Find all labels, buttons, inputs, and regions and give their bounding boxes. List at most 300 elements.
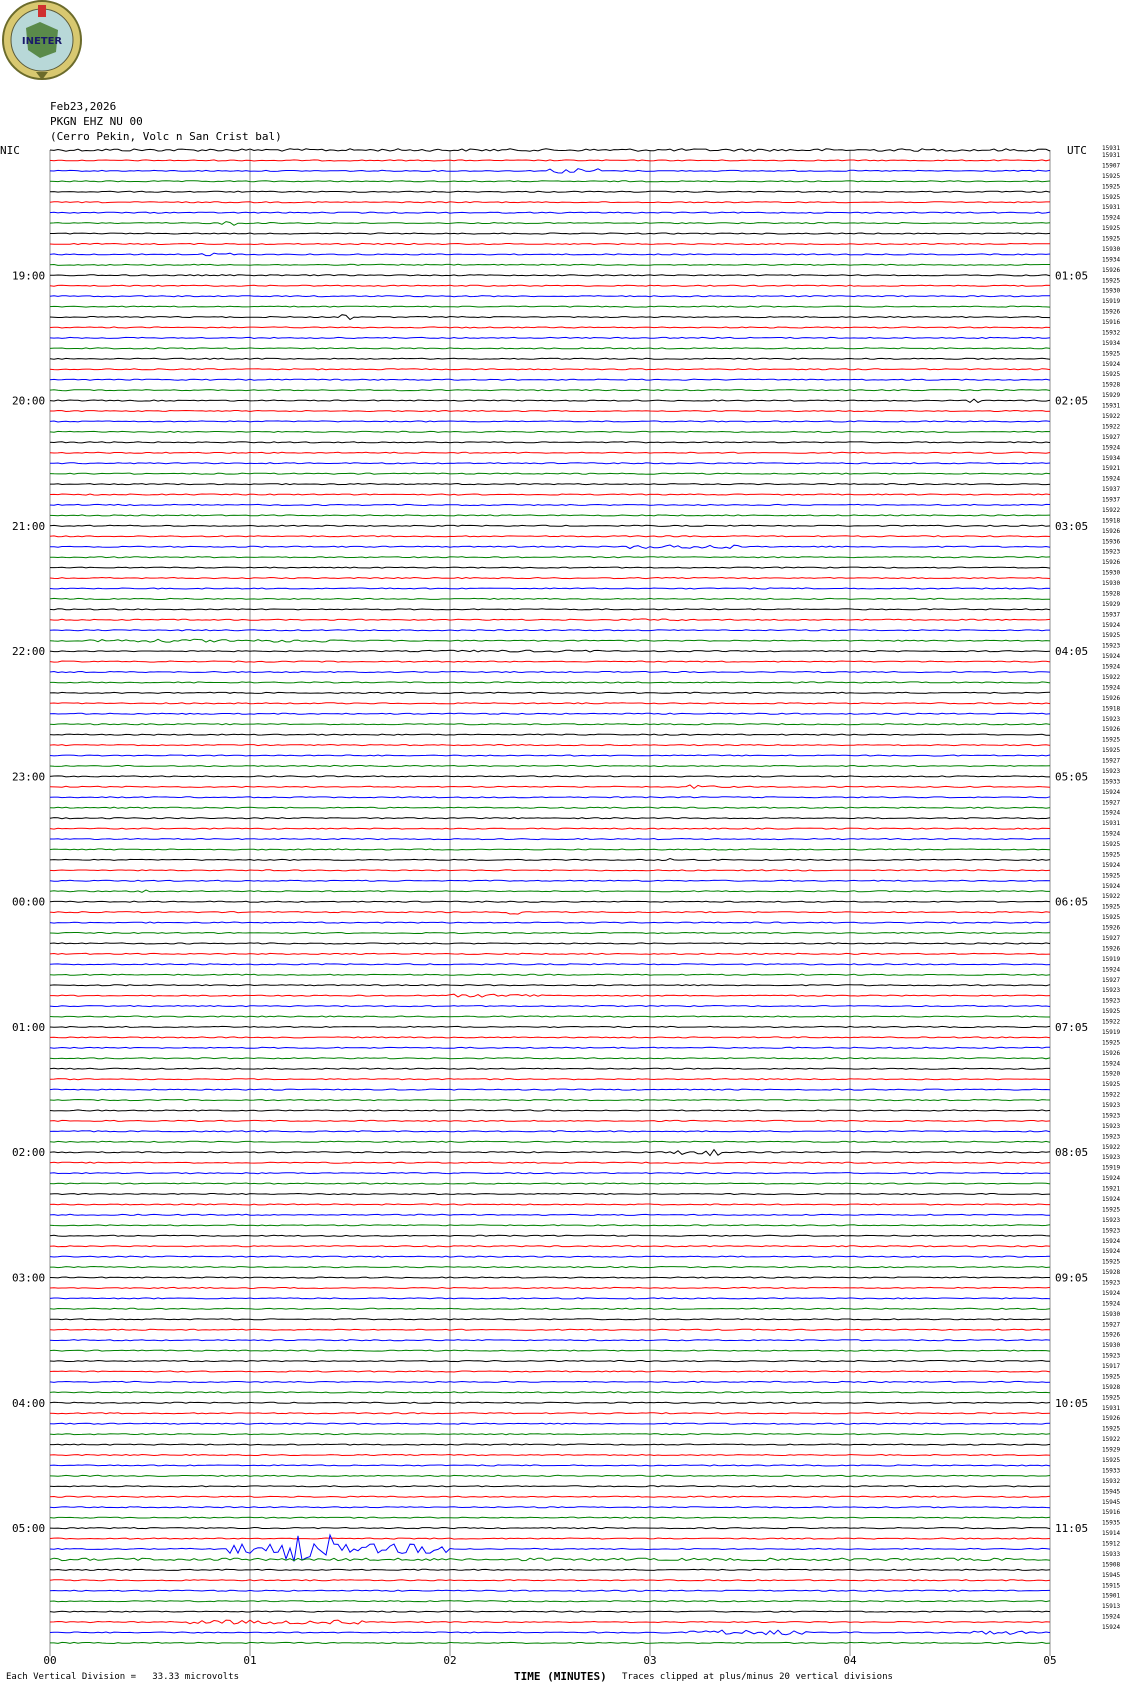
seismic-trace <box>50 692 1050 693</box>
seismic-trace <box>50 1475 1050 1476</box>
seismic-trace <box>50 545 1050 549</box>
seismic-trace <box>50 1194 1050 1195</box>
seismic-trace <box>50 431 1050 432</box>
seismic-trace <box>50 839 1050 840</box>
seismic-trace <box>50 1444 1050 1445</box>
trace-count-label: 15919 <box>1102 1029 1121 1036</box>
right-hour-label: 01:05 <box>1055 269 1089 283</box>
trace-count-label: 15925 <box>1102 1457 1121 1464</box>
trace-count-label: 15925 <box>1102 872 1121 880</box>
seismic-trace <box>50 1507 1050 1508</box>
seismic-trace <box>50 233 1050 234</box>
trace-count-label: 15924 <box>1102 621 1121 629</box>
seismic-trace <box>50 536 1050 537</box>
seismic-trace <box>50 1308 1050 1309</box>
trace-count-label: 15924 <box>1102 475 1121 483</box>
trace-count-label: 15914 <box>1102 1530 1121 1538</box>
trace-count-label: 15925 <box>1102 1081 1121 1089</box>
seismic-trace <box>50 672 1050 673</box>
trace-count-label: 15923 <box>1102 1154 1121 1162</box>
seismic-trace <box>50 202 1050 203</box>
seismic-trace <box>50 1465 1050 1466</box>
seismic-trace <box>50 682 1050 683</box>
trace-count-label: 15924 <box>1102 360 1121 368</box>
right-hour-label: 03:05 <box>1055 519 1089 533</box>
left-hour-label: 23:00 <box>12 770 46 784</box>
seismic-trace <box>50 1455 1050 1456</box>
trace-count-label: 15925 <box>1102 235 1121 243</box>
seismic-trace <box>50 1601 1050 1602</box>
seismic-trace <box>50 994 1050 997</box>
trace-count-label: 15908 <box>1102 1561 1121 1569</box>
seismic-trace <box>50 306 1050 307</box>
trace-count-label: 15923 <box>1102 548 1121 556</box>
trace-count-label: 15924 <box>1102 1613 1121 1621</box>
seismic-trace <box>50 1131 1050 1132</box>
trace-count-label: 15925 <box>1102 1206 1121 1214</box>
trace-count-label: 15929 <box>1102 1446 1121 1454</box>
seismic-trace <box>50 1517 1050 1518</box>
trace-count-label: 15923 <box>1102 1279 1121 1287</box>
seismic-trace <box>50 1611 1050 1612</box>
seismic-trace <box>50 1006 1050 1007</box>
seismic-trace <box>50 1371 1050 1372</box>
trace-count-label: 15921 <box>1102 1185 1121 1193</box>
seismic-trace <box>50 1413 1050 1414</box>
trace-count-label: 15916 <box>1102 1509 1121 1517</box>
trace-count-label: 15927 <box>1102 799 1121 807</box>
seismic-trace <box>50 253 1050 256</box>
seismic-trace <box>50 953 1050 954</box>
trace-count-label: 15924 <box>1102 1237 1121 1245</box>
seismic-trace <box>50 734 1050 735</box>
seismic-trace <box>50 1569 1050 1570</box>
seismic-trace <box>50 1298 1050 1299</box>
station-code: PKGN EHZ NU 00 <box>50 115 143 128</box>
x-tick-label: 05 <box>1043 1654 1057 1667</box>
seismic-trace <box>50 557 1050 558</box>
x-tick-label: 01 <box>243 1654 257 1667</box>
seismic-trace <box>50 369 1050 370</box>
trace-count-label: 15928 <box>1102 381 1121 389</box>
trace-count-label: 15921 <box>1102 465 1121 473</box>
trace-count-label: 15924 <box>1102 830 1121 838</box>
seismic-trace <box>50 463 1050 464</box>
seismic-trace <box>50 494 1050 495</box>
trace-count-label: 15918 <box>1102 517 1121 525</box>
trace-count-label: 15937 <box>1102 611 1121 619</box>
trace-count-label: 15927 <box>1102 976 1121 984</box>
trace-count-label: 15925 <box>1102 1394 1121 1402</box>
seismic-trace <box>50 713 1050 714</box>
seismic-trace <box>50 785 1050 788</box>
seismic-trace <box>50 442 1050 443</box>
trace-count-label: 15928 <box>1102 590 1121 598</box>
seismic-trace <box>50 912 1050 915</box>
seismic-trace <box>50 1183 1050 1184</box>
seismic-trace <box>50 337 1050 338</box>
trace-count-label: 15923 <box>1102 987 1121 995</box>
trace-count-label: 15929 <box>1102 392 1121 400</box>
seismic-trace <box>50 1434 1050 1435</box>
footer-clip-note: Traces clipped at plus/minus 20 vertical divisions <box>622 1672 893 1682</box>
right-hour-label: 02:05 <box>1055 394 1089 408</box>
left-hour-label: 00:00 <box>12 895 46 909</box>
seismic-trace <box>50 222 1050 226</box>
seismic-trace <box>50 567 1050 568</box>
time-gridlines <box>50 150 1050 1656</box>
trace-count-label: 15912 <box>1102 1540 1121 1548</box>
seismic-trace <box>50 797 1050 798</box>
trace-count-label: 15925 <box>1102 172 1121 180</box>
trace-count-label: 15926 <box>1102 527 1121 535</box>
trace-count-label: 15929 <box>1102 600 1121 608</box>
seismic-trace <box>50 598 1050 599</box>
left-hour-label: 04:00 <box>12 1396 46 1410</box>
seismic-trace <box>50 399 1050 402</box>
trace-count-label: 15925 <box>1102 736 1121 744</box>
seismic-trace <box>50 296 1050 297</box>
trace-count-label: 15927 <box>1102 757 1121 765</box>
seismic-trace <box>50 1528 1050 1529</box>
trace-count-label: 15926 <box>1102 559 1121 567</box>
logo-text: INETER <box>21 36 63 47</box>
seismic-trace <box>50 1580 1050 1581</box>
seismic-trace <box>50 1361 1050 1362</box>
seismic-trace <box>50 901 1050 902</box>
trace-count-label: 15928 <box>1102 1383 1121 1391</box>
left-hour-label: 21:00 <box>12 519 46 533</box>
seismic-trace <box>50 943 1050 944</box>
trace-count-label: 15927 <box>1102 433 1121 441</box>
left-hour-label: 01:00 <box>12 1021 46 1034</box>
trace-count-label: 15922 <box>1102 1143 1121 1151</box>
seismic-trace <box>50 765 1050 766</box>
seismic-trace <box>50 181 1050 182</box>
seismic-trace <box>50 1630 1050 1635</box>
trace-count-label: 15925 <box>1102 1008 1121 1016</box>
trace-count-label: 15926 <box>1102 1331 1121 1339</box>
trace-count-label: 15934 <box>1102 454 1121 462</box>
record-date: Feb23,2026 <box>50 100 117 113</box>
seismic-trace <box>50 285 1050 286</box>
trace-count-label: 15925 <box>1102 183 1121 191</box>
trace-count-label: 15923 <box>1102 1352 1121 1360</box>
seismic-trace <box>50 1350 1050 1351</box>
seismic-trace <box>50 619 1050 621</box>
seismic-trace <box>50 578 1050 579</box>
seismic-trace <box>50 1089 1050 1090</box>
seismic-trace <box>50 515 1050 516</box>
seismic-trace <box>50 870 1050 871</box>
seismic-trace <box>50 473 1050 474</box>
trace-count-label: 15930 <box>1102 580 1121 587</box>
seismic-trace <box>50 1026 1050 1027</box>
trace-count-label: 15924 <box>1102 882 1121 890</box>
trace-count-label: 15923 <box>1102 715 1121 723</box>
first-trace-label: 15931 <box>1102 145 1121 152</box>
seismic-trace <box>50 1100 1050 1101</box>
seismic-trace <box>50 264 1050 265</box>
seismic-trace <box>50 1329 1050 1330</box>
seismic-trace <box>50 1423 1050 1424</box>
seismic-trace <box>50 1204 1050 1205</box>
trace-count-label: 15923 <box>1102 768 1121 775</box>
trace-count-label: 15926 <box>1102 308 1121 316</box>
trace-count-label: 15925 <box>1102 193 1121 201</box>
seismic-trace <box>50 1287 1050 1288</box>
trace-count-label: 15923 <box>1102 1122 1121 1130</box>
seismic-trace <box>50 149 1050 151</box>
trace-count-label: 15925 <box>1102 914 1121 922</box>
trace-count-label: 15925 <box>1102 350 1121 358</box>
seismic-trace <box>50 609 1050 610</box>
trace-count-label: 15931 <box>1102 1404 1121 1412</box>
trace-count-label: 15924 <box>1102 861 1121 869</box>
trace-count-label: 15925 <box>1102 1258 1121 1266</box>
seismic-trace <box>50 1642 1050 1643</box>
seismic-trace <box>50 1319 1050 1320</box>
right-hour-label: 07:05 <box>1055 1021 1089 1034</box>
seismic-trace <box>50 933 1050 934</box>
seismic-trace <box>50 1486 1050 1487</box>
trace-count-label: 15925 <box>1102 277 1121 285</box>
seismic-trace <box>50 703 1050 704</box>
seismic-trace <box>50 650 1050 652</box>
trace-count-label: 15924 <box>1102 1060 1121 1068</box>
seismic-trace <box>50 859 1050 861</box>
trace-count-label: 15933 <box>1102 1551 1121 1558</box>
trace-count-label: 15934 <box>1102 256 1121 264</box>
right-hour-label: 06:05 <box>1055 895 1089 909</box>
trace-count-label: 15931 <box>1102 152 1121 159</box>
trace-count-label: 15926 <box>1102 1049 1121 1057</box>
trace-count-label: 15925 <box>1102 371 1121 379</box>
seismic-trace <box>50 275 1050 276</box>
seismic-trace <box>50 379 1050 380</box>
seismic-trace <box>50 1162 1050 1163</box>
trace-count-label: 15945 <box>1102 1488 1121 1496</box>
right-hour-label: 05:05 <box>1055 770 1089 784</box>
trace-count-label: 15926 <box>1102 726 1121 734</box>
trace-count-label: 15932 <box>1102 329 1121 337</box>
trace-count-label: 15924 <box>1102 1624 1121 1631</box>
trace-count-label: 15923 <box>1102 1133 1121 1141</box>
trace-count-label: 15926 <box>1102 1415 1121 1423</box>
seismic-trace <box>50 776 1050 777</box>
trace-count-label: 15925 <box>1102 851 1121 859</box>
trace-group <box>50 149 1050 1644</box>
seismic-trace <box>50 639 1050 642</box>
seismic-trace <box>50 1267 1050 1268</box>
seismic-trace <box>50 1214 1050 1215</box>
seismic-trace <box>50 1392 1050 1393</box>
seismic-trace <box>50 1246 1050 1247</box>
trace-count-label: 15934 <box>1102 339 1121 347</box>
seismic-trace <box>50 1120 1050 1121</box>
trace-count-label: 15933 <box>1102 778 1121 786</box>
seismic-trace <box>50 1256 1050 1257</box>
trace-count-label: 15922 <box>1102 413 1121 420</box>
seismic-trace <box>50 1068 1050 1069</box>
seismic-trace <box>50 818 1050 819</box>
trace-count-label: 15924 <box>1102 653 1121 661</box>
trace-count-label: 15901 <box>1102 1592 1121 1600</box>
footer-scale-note: Each Vertical Division = 33.33 microvolts <box>6 1672 239 1682</box>
seismic-trace <box>50 1340 1050 1341</box>
right-hour-label: 09:05 <box>1055 1271 1089 1285</box>
x-axis-title: TIME (MINUTES) <box>514 1670 607 1683</box>
seismic-trace <box>50 1402 1050 1403</box>
seismic-trace <box>50 1016 1050 1017</box>
seismic-trace <box>50 1079 1050 1080</box>
trace-count-label: 15924 <box>1102 1196 1121 1203</box>
trace-count-label: 15932 <box>1102 1477 1121 1485</box>
x-tick-label: 00 <box>43 1654 57 1667</box>
x-tick-label: 04 <box>843 1654 857 1667</box>
trace-count-label: 15926 <box>1102 924 1121 932</box>
seismic-trace <box>50 1037 1050 1038</box>
trace-count-label: 15924 <box>1102 1248 1121 1256</box>
seismic-trace <box>50 890 1050 892</box>
seismic-trace <box>50 1381 1050 1382</box>
seismic-trace <box>50 411 1050 412</box>
trace-count-label: 15917 <box>1102 1363 1121 1370</box>
trace-count-label: 15919 <box>1102 955 1121 963</box>
trace-count-label: 15923 <box>1102 1227 1121 1235</box>
seismic-trace <box>50 212 1050 213</box>
trace-count-label: 15923 <box>1102 1112 1121 1120</box>
trace-count-label: 15925 <box>1102 632 1121 640</box>
trace-count-label: 15930 <box>1102 287 1121 295</box>
trace-count-label: 15924 <box>1102 663 1121 671</box>
seismic-trace <box>50 1110 1050 1111</box>
trace-count-label: 15924 <box>1102 444 1121 452</box>
seismic-trace <box>50 327 1050 328</box>
seismic-trace <box>50 1047 1050 1048</box>
trace-count-label: 15913 <box>1102 1603 1121 1611</box>
trace-count-label: 15945 <box>1102 1571 1121 1579</box>
trace-count-label: 15931 <box>1102 204 1121 212</box>
seismic-trace <box>50 484 1050 485</box>
trace-count-label: 15922 <box>1102 1436 1121 1444</box>
trace-count-label: 15937 <box>1102 496 1121 504</box>
trace-count-label: 15930 <box>1102 246 1121 253</box>
trace-count-label: 15926 <box>1102 266 1121 274</box>
trace-count-label: 15931 <box>1102 402 1121 410</box>
seismic-trace <box>50 745 1050 746</box>
trace-count-label: 15923 <box>1102 997 1121 1005</box>
right-hour-label: 08:05 <box>1055 1146 1089 1160</box>
seismic-trace <box>50 348 1050 349</box>
seismic-trace <box>50 358 1050 359</box>
trace-count-label: 15925 <box>1102 1425 1121 1433</box>
trace-count-label: 15922 <box>1102 1091 1121 1099</box>
seismic-trace <box>50 315 1050 320</box>
seismic-trace <box>50 828 1050 829</box>
left-hour-label: 20:00 <box>12 394 46 408</box>
trace-count-label: 15933 <box>1102 1467 1121 1475</box>
trace-count-label: 15930 <box>1102 1310 1121 1318</box>
seismic-trace <box>50 390 1050 391</box>
seismic-trace <box>50 504 1050 505</box>
trace-count-label: 15924 <box>1102 809 1121 817</box>
seismic-trace <box>50 1235 1050 1236</box>
seismic-trace <box>50 169 1050 173</box>
seismic-trace <box>50 1277 1050 1278</box>
trace-count-label: 15925 <box>1102 747 1121 755</box>
seismic-trace <box>50 880 1050 881</box>
trace-count-label: 15926 <box>1102 694 1121 702</box>
right-hour-label: 11:05 <box>1055 1522 1089 1536</box>
left-hour-label: 19:00 <box>12 269 46 283</box>
trace-count-label: 15924 <box>1102 788 1121 796</box>
trace-count-label: 15937 <box>1102 486 1121 494</box>
seismic-trace <box>50 191 1050 192</box>
trace-count-label: 15922 <box>1102 1018 1121 1026</box>
left-hour-label: 05:00 <box>12 1522 46 1536</box>
seismic-trace <box>50 964 1050 965</box>
trace-count-label: 15922 <box>1102 507 1121 514</box>
trace-count-label: 15925 <box>1102 1039 1121 1047</box>
seismic-trace <box>50 807 1050 808</box>
seismic-trace <box>50 1538 1050 1539</box>
trace-count-label: 15924 <box>1102 966 1121 974</box>
x-tick-label: 03 <box>643 1654 657 1667</box>
seismic-trace <box>50 922 1050 923</box>
trace-count-label: 15930 <box>1102 569 1121 577</box>
trace-count-label: 15918 <box>1102 705 1121 713</box>
trace-count-label: 15923 <box>1102 1216 1121 1224</box>
trace-count-label: 15925 <box>1102 841 1121 848</box>
trace-count-label: 15919 <box>1102 1164 1121 1172</box>
seismic-trace <box>50 525 1050 526</box>
trace-count-label: 15920 <box>1102 1070 1121 1078</box>
trace-count-label: 15925 <box>1102 903 1121 911</box>
trace-count-label: 15916 <box>1102 319 1121 326</box>
trace-count-label: 15928 <box>1102 1269 1121 1277</box>
trace-count-label: 15925 <box>1102 1373 1121 1381</box>
seismic-trace <box>50 1496 1050 1497</box>
seismic-trace <box>50 1058 1050 1059</box>
seismic-trace <box>50 1620 1050 1624</box>
trace-count-label: 15935 <box>1102 1519 1121 1527</box>
right-hour-label: 04:05 <box>1055 645 1089 659</box>
left-hour-label: 03:00 <box>12 1271 46 1285</box>
trace-count-label: 15924 <box>1102 684 1121 692</box>
trace-count-label: 15923 <box>1102 642 1121 650</box>
seismic-trace <box>50 724 1050 725</box>
seismic-trace <box>50 1590 1050 1591</box>
trace-count-label: 15922 <box>1102 893 1121 901</box>
seismic-trace <box>50 421 1050 422</box>
seismic-trace <box>50 974 1050 975</box>
right-hour-label: 10:05 <box>1055 1396 1089 1410</box>
seismic-trace <box>50 1225 1050 1226</box>
trace-count-label: 15924 <box>1102 1175 1121 1183</box>
trace-count-label: 15945 <box>1102 1498 1121 1506</box>
left-hour-label: 22:00 <box>12 645 46 659</box>
seismic-trace <box>50 588 1050 589</box>
trace-count-label: 15907 <box>1102 162 1121 170</box>
trace-count-label: 15930 <box>1102 1342 1121 1350</box>
seismic-trace <box>50 452 1050 453</box>
trace-count-label: 15924 <box>1102 1290 1121 1297</box>
x-tick-label: 02 <box>443 1654 457 1667</box>
trace-count-label: 15931 <box>1102 820 1121 828</box>
trace-count-label: 15925 <box>1102 225 1121 233</box>
seismic-trace <box>50 243 1050 244</box>
